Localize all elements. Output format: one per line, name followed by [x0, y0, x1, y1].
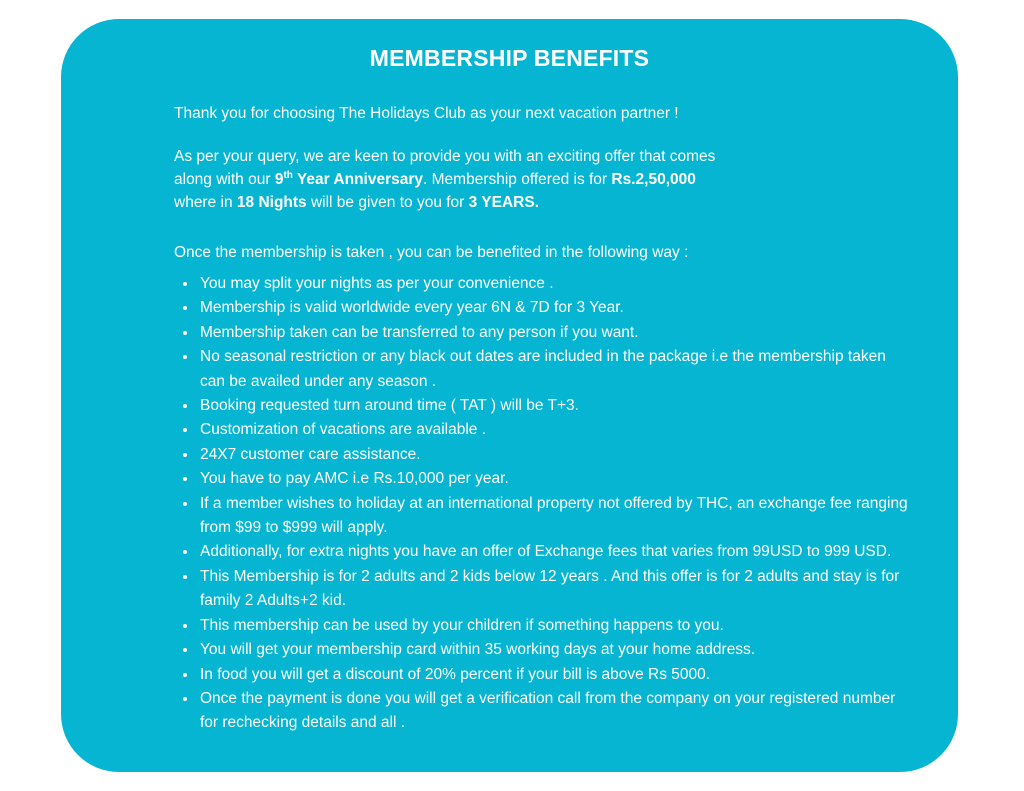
bullet-icon: [183, 306, 187, 310]
benefit-text: This Membership is for 2 adults and 2 kids below 12 years . And this offer is for 2 adults and stay is for family 2 Adults+2 kid.: [200, 567, 900, 610]
bullet-icon: [183, 453, 187, 457]
offer-where-prefix: where in: [174, 194, 237, 211]
benefit-item: [174, 296, 914, 320]
bullet-icon: [183, 477, 187, 481]
benefit-text: Booking requested turn around time ( TAT ) will be T+3.: [200, 397, 579, 415]
benefit-item: [174, 492, 914, 541]
benefit-item: [174, 663, 914, 687]
offer-paragraph: [174, 145, 909, 214]
benefit-text: No seasonal restriction or any black out dates are included in the package i.e the membership taken can be availed under any season .: [200, 348, 886, 390]
membership-price: Rs.2,50,000: [611, 171, 696, 188]
offer-line-1: As per your query, we are keen to provide you with an exciting offer that comes: [174, 148, 716, 165]
anniversary-highlight: [275, 171, 423, 188]
page-title: MEMBERSHIP BENEFITS: [369, 45, 650, 71]
bullet-icon: [183, 404, 187, 408]
benefit-text: In food you will get a discount of 20% percent if your bill is above Rs 5000.: [200, 665, 711, 683]
bullet-icon: [183, 428, 187, 432]
benefit-text: Membership is valid worldwide every year 6N & 7D for 3 Year.: [200, 299, 624, 317]
anniversary-label: Year Anniversary: [292, 171, 424, 188]
benefit-item: [174, 638, 914, 662]
benefit-item: [174, 394, 914, 418]
benefit-text: 24X7 customer care assistance.: [200, 445, 421, 463]
benefit-text: Additionally, for extra nights you have an offer of Exchange fees that varies from 99USD to 999 USD.: [200, 543, 892, 561]
benefit-item: [174, 687, 914, 736]
bullet-icon: [183, 575, 187, 579]
anniversary-suffix: th: [283, 170, 293, 181]
benefit-text: You will get your membership card within 35 working days at your home address.: [200, 641, 756, 659]
benefit-text: You have to pay AMC i.e Rs.10,000 per year.: [200, 470, 509, 488]
bullet-icon: [183, 331, 187, 335]
offer-given-text: will be given to you for: [306, 194, 469, 211]
bullet-icon: [183, 624, 187, 628]
benefit-text: Customization of vacations are available .: [200, 421, 487, 439]
nights-count: 18 Nights: [236, 194, 307, 211]
bullet-icon: [183, 550, 187, 554]
bullet-icon: [183, 355, 187, 359]
membership-offered-text: . Membership offered is for: [423, 171, 612, 188]
benefit-item: [174, 540, 914, 564]
benefits-lead-text: Once the membership is taken , you can be benefited in the following way :: [174, 244, 689, 261]
bullet-icon: [183, 282, 187, 286]
benefit-text: Once the payment is done you will get a verification call from the company on your registered number for rechecking details and all .: [200, 689, 896, 732]
benefit-text: Membership taken can be transferred to any person if you want.: [200, 323, 639, 341]
benefits-list: [174, 272, 914, 736]
benefit-text: If a member wishes to holiday at an international property not offered by THC, an exchange fee ranging from $99 to $999 will apply.: [200, 494, 908, 537]
offer-along-prefix: along with our: [174, 171, 275, 188]
membership-card: [61, 19, 958, 772]
membership-years: 3 YEARS.: [468, 194, 540, 211]
benefit-item: [174, 467, 914, 491]
bullet-icon: [183, 502, 187, 506]
benefit-item: [174, 321, 914, 345]
intro-text: Thank you for choosing The Holidays Club as your next vacation partner !: [174, 105, 679, 122]
benefit-item: [174, 565, 914, 614]
benefit-text: This membership can be used by your children if something happens to you.: [200, 616, 724, 634]
benefit-item: [174, 345, 914, 394]
benefit-text: You may split your nights as per your convenience .: [200, 275, 554, 292]
benefit-item: [174, 418, 914, 442]
bullet-icon: [183, 697, 187, 701]
anniversary-number: 9: [274, 171, 284, 188]
benefit-item: [174, 614, 914, 638]
benefit-item: [174, 443, 914, 467]
bullet-icon: [183, 673, 187, 677]
bullet-icon: [183, 648, 187, 652]
benefit-item: [174, 272, 914, 296]
